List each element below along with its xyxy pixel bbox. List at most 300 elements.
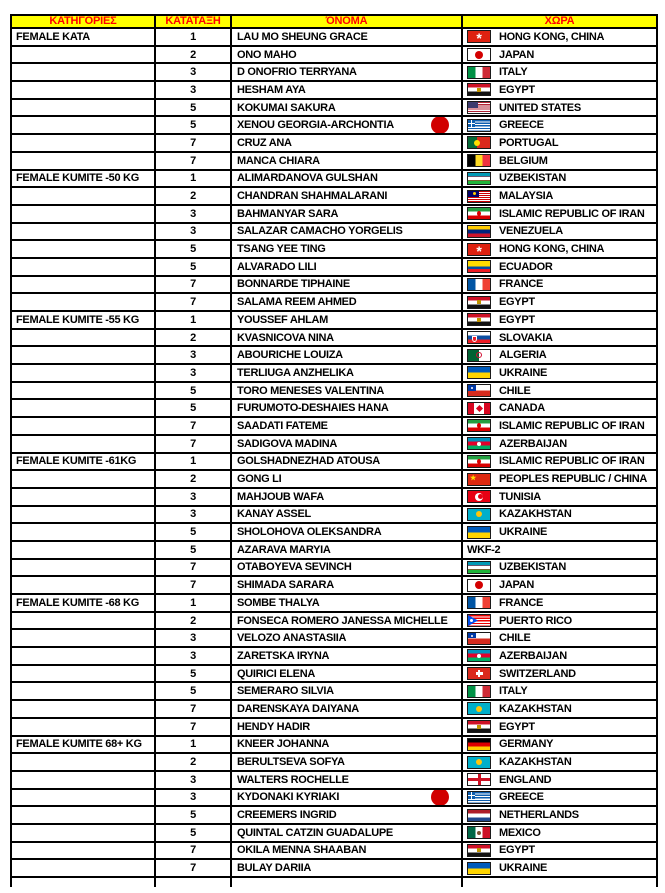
name-cell	[231, 417, 462, 435]
name-cell	[231, 594, 462, 612]
red-dot-marker	[431, 116, 449, 134]
jpn-flag-icon	[467, 579, 491, 592]
category-cell: FEMALE KUMITE -55 KG	[11, 311, 155, 329]
name-cell	[231, 736, 462, 754]
rank-cell: 7	[155, 842, 231, 860]
country-cell	[462, 682, 657, 700]
table-row	[11, 559, 657, 577]
name-cell	[231, 506, 462, 524]
table-row	[11, 718, 657, 736]
country-cell	[462, 647, 657, 665]
country-cell	[462, 859, 657, 877]
table-row	[11, 594, 657, 612]
name-cell	[231, 205, 462, 223]
athlete-name: GONG LI	[237, 473, 282, 486]
category-cell	[11, 470, 155, 488]
athlete-name: SALAMA REEM AHMED	[237, 296, 357, 309]
country-cell	[462, 399, 657, 417]
table-row	[11, 240, 657, 258]
country-name: ALGERIA	[499, 349, 547, 362]
header-row	[11, 15, 657, 28]
country-cell	[462, 99, 657, 117]
rank-cell: 2	[155, 470, 231, 488]
category-cell	[11, 258, 155, 276]
ven-flag-icon	[467, 225, 491, 238]
table-row	[11, 258, 657, 276]
table-row	[11, 329, 657, 347]
rank-cell: 3	[155, 63, 231, 81]
name-cell	[231, 116, 462, 134]
category-cell	[11, 382, 155, 400]
table-row	[11, 399, 657, 417]
ger-flag-icon	[467, 738, 491, 751]
table-row	[11, 453, 657, 471]
uzb-flag-icon	[467, 561, 491, 574]
table-row	[11, 665, 657, 683]
name-cell	[231, 46, 462, 64]
country-name: EGYPT	[499, 844, 535, 857]
athlete-name: ALVARADO LILI	[237, 260, 317, 273]
country-cell	[462, 28, 657, 46]
athlete-name: GOLSHADNEZHAD ATOUSA	[237, 455, 380, 468]
name-cell	[231, 488, 462, 506]
country-cell	[462, 453, 657, 471]
rank-cell: 3	[155, 629, 231, 647]
athlete-name: OTABOYEVA SEVINCH	[237, 561, 352, 574]
rank-cell: 3	[155, 771, 231, 789]
fra-flag-icon	[467, 278, 491, 291]
table-row	[11, 541, 657, 559]
egy-flag-icon	[467, 313, 491, 326]
rank-cell: 5	[155, 240, 231, 258]
name-cell	[231, 311, 462, 329]
country-name: UKRAINE	[499, 862, 548, 875]
ukr-flag-icon	[467, 526, 491, 539]
rank-cell: 7	[155, 700, 231, 718]
country-name: WKF-2	[467, 543, 501, 556]
rank-cell: 5	[155, 682, 231, 700]
country-cell	[462, 789, 657, 807]
usa-flag-icon	[467, 101, 491, 114]
athlete-name: AZARAVA MARYIA	[237, 543, 331, 556]
rank-cell: 7	[155, 417, 231, 435]
ita-flag-icon	[467, 685, 491, 698]
rank-cell: 3	[155, 223, 231, 241]
country-cell	[462, 417, 657, 435]
rank-cell: 5	[155, 99, 231, 117]
country-cell	[462, 382, 657, 400]
results-table	[10, 14, 658, 887]
category-cell	[11, 523, 155, 541]
country-name: CANADA	[499, 402, 545, 415]
athlete-name: SHOLOHOVA OLEKSANDRA	[237, 526, 382, 539]
athlete-name: FONSECA ROMERO JANESSA MICHELLE	[237, 614, 448, 627]
athlete-name: QUINTAL CATZIN GUADALUPE	[237, 826, 393, 839]
category-cell	[11, 46, 155, 64]
athlete-name: CHANDRAN SHAHMALARANI	[237, 190, 388, 203]
rank-cell: 5	[155, 523, 231, 541]
table-row	[11, 276, 657, 294]
country-cell	[462, 842, 657, 860]
country-cell	[462, 576, 657, 594]
country-cell	[462, 806, 657, 824]
country-name: GREECE	[499, 119, 544, 132]
name-cell	[231, 789, 462, 807]
name-cell	[231, 629, 462, 647]
country-name: PUERTO RICO	[499, 614, 572, 627]
table-row	[11, 63, 657, 81]
country-name: NETHERLANDS	[499, 809, 579, 822]
chl-flag-icon	[467, 384, 491, 397]
category-cell	[11, 364, 155, 382]
category-cell	[11, 417, 155, 435]
gre-flag-icon	[467, 791, 491, 804]
country-name: FRANCE	[499, 596, 544, 609]
name-cell	[231, 771, 462, 789]
table-row	[11, 736, 657, 754]
country-name: ENGLAND	[499, 773, 552, 786]
category-cell: FEMALE KUMITE -68 KG	[11, 594, 155, 612]
athlete-name: ABOURICHE LOUIZA	[237, 349, 343, 362]
rank-cell: 7	[155, 293, 231, 311]
category-cell	[11, 81, 155, 99]
bel-flag-icon	[467, 154, 491, 167]
sui-flag-icon	[467, 667, 491, 680]
column-header-rank: ΚΑΤΑΤΑΞΗ	[155, 15, 231, 28]
rank-cell: 7	[155, 152, 231, 170]
table-row	[11, 488, 657, 506]
name-cell	[231, 647, 462, 665]
category-cell: FEMALE KUMITE -50 KG	[11, 170, 155, 188]
table-row	[11, 134, 657, 152]
category-cell	[11, 718, 155, 736]
country-name: BELGIUM	[499, 154, 548, 167]
category-cell	[11, 329, 155, 347]
country-name: ISLAMIC REPUBLIC OF IRAN	[499, 419, 645, 432]
athlete-name: KNEER JOHANNA	[237, 738, 330, 751]
athlete-name: TSANG YEE TING	[237, 243, 326, 256]
kaz-flag-icon	[467, 756, 491, 769]
country-cell	[462, 736, 657, 754]
name-cell	[231, 541, 462, 559]
table-row	[11, 187, 657, 205]
name-cell	[231, 187, 462, 205]
country-cell	[462, 435, 657, 453]
country-cell	[462, 541, 657, 559]
category-cell	[11, 152, 155, 170]
table-row	[11, 346, 657, 364]
country-name: UZBEKISTAN	[499, 561, 567, 574]
athlete-name: FURUMOTO-DESHAIES HANA	[237, 402, 389, 415]
athlete-name: KYDONAKI KYRIAKI	[237, 791, 340, 804]
country-cell	[462, 240, 657, 258]
athlete-name: SHIMADA SARARA	[237, 579, 334, 592]
category-cell	[11, 276, 155, 294]
rank-cell: 1	[155, 453, 231, 471]
category-cell	[11, 506, 155, 524]
country-name: UKRAINE	[499, 526, 548, 539]
chl-flag-icon	[467, 632, 491, 645]
name-cell	[231, 718, 462, 736]
name-cell	[231, 842, 462, 860]
country-name: FRANCE	[499, 278, 544, 291]
country-name: AZERBAIJAN	[499, 649, 567, 662]
name-cell	[231, 134, 462, 152]
name-cell	[231, 399, 462, 417]
athlete-name: HESHAM AYA	[237, 83, 306, 96]
athlete-name: XENOU GEORGIA-ARCHONTIA	[237, 119, 394, 132]
table-row	[11, 81, 657, 99]
ita-flag-icon	[467, 66, 491, 79]
table-row	[11, 824, 657, 842]
pri-flag-icon	[467, 614, 491, 627]
rank-cell: 3	[155, 364, 231, 382]
rank-cell: 5	[155, 665, 231, 683]
name-cell	[231, 453, 462, 471]
uzb-flag-icon	[467, 172, 491, 185]
country-name: SLOVAKIA	[499, 331, 553, 344]
name-cell	[231, 329, 462, 347]
country-name: EGYPT	[499, 720, 535, 733]
table-row	[11, 523, 657, 541]
name-cell	[231, 665, 462, 683]
rank-cell: 7	[155, 576, 231, 594]
category-cell	[11, 205, 155, 223]
rank-cell: 2	[155, 329, 231, 347]
country-cell	[462, 293, 657, 311]
rank-cell: 1	[155, 594, 231, 612]
category-cell	[11, 824, 155, 842]
category-cell	[11, 240, 155, 258]
table-row	[11, 859, 657, 877]
athlete-name: VELOZO ANASTASIIA	[237, 632, 347, 645]
ukr-flag-icon	[467, 366, 491, 379]
athlete-name: WALTERS ROCHELLE	[237, 773, 349, 786]
category-cell	[11, 647, 155, 665]
rank-cell: 3	[155, 488, 231, 506]
country-cell	[462, 63, 657, 81]
athlete-name: TORO MENESES VALENTINA	[237, 384, 385, 397]
table-row	[11, 682, 657, 700]
rank-cell: 5	[155, 806, 231, 824]
por-flag-icon	[467, 136, 491, 149]
column-header-country: ΧΩΡΑ	[462, 15, 657, 28]
category-cell	[11, 700, 155, 718]
name-cell	[231, 806, 462, 824]
country-cell	[462, 612, 657, 630]
table-row	[11, 46, 657, 64]
rank-cell: 1	[155, 170, 231, 188]
rank-cell: 5	[155, 116, 231, 134]
category-cell	[11, 859, 155, 877]
category-cell	[11, 63, 155, 81]
country-name: CHILE	[499, 384, 531, 397]
rank-cell: 3	[155, 205, 231, 223]
athlete-name: SEMERARO SILVIA	[237, 685, 334, 698]
rank-cell: 7	[155, 134, 231, 152]
category-cell	[11, 753, 155, 771]
category-cell	[11, 629, 155, 647]
rank-cell: 2	[155, 187, 231, 205]
country-name: CHILE	[499, 632, 531, 645]
name-cell	[231, 700, 462, 718]
country-cell	[462, 205, 657, 223]
rank-cell: 7	[155, 559, 231, 577]
country-cell	[462, 170, 657, 188]
country-name: EGYPT	[499, 83, 535, 96]
country-name: ISLAMIC REPUBLIC OF IRAN	[499, 455, 645, 468]
name-cell	[231, 240, 462, 258]
table-row	[11, 223, 657, 241]
rank-cell: 2	[155, 753, 231, 771]
name-cell	[231, 346, 462, 364]
country-cell	[462, 152, 657, 170]
jpn-flag-icon	[467, 48, 491, 61]
name-cell	[231, 81, 462, 99]
red-dot-marker	[431, 789, 449, 807]
rank-cell: 7	[155, 276, 231, 294]
rank-cell: 3	[155, 789, 231, 807]
country-name: PORTUGAL	[499, 136, 559, 149]
country-cell	[462, 134, 657, 152]
country-name: EGYPT	[499, 296, 535, 309]
table-row	[11, 152, 657, 170]
name-cell	[231, 559, 462, 577]
country-name: JAPAN	[499, 579, 534, 592]
athlete-name: CRUZ ANA	[237, 136, 292, 149]
country-cell	[462, 223, 657, 241]
ecu-flag-icon	[467, 260, 491, 273]
rank-cell: 7	[155, 859, 231, 877]
category-cell	[11, 488, 155, 506]
aze-flag-icon	[467, 437, 491, 450]
country-name: MALAYSIA	[499, 190, 554, 203]
table-row	[11, 806, 657, 824]
name-cell	[231, 523, 462, 541]
country-name: KAZAKHSTAN	[499, 508, 572, 521]
country-cell	[462, 718, 657, 736]
country-name: PEOPLES REPUBLIC / CHINA	[499, 473, 648, 486]
rank-cell: 2	[155, 46, 231, 64]
country-cell	[462, 346, 657, 364]
table-row	[11, 700, 657, 718]
category-cell	[11, 293, 155, 311]
athlete-name: CREEMERS INGRID	[237, 809, 337, 822]
country-name: HONG KONG, CHINA	[499, 30, 605, 43]
country-cell	[462, 187, 657, 205]
athlete-name: KOKUMAI SAKURA	[237, 101, 336, 114]
country-cell	[462, 488, 657, 506]
country-name: KAZAKHSTAN	[499, 702, 572, 715]
category-cell	[11, 116, 155, 134]
category-cell: FEMALE KUMITE -61KG	[11, 453, 155, 471]
rank-cell: 7	[155, 435, 231, 453]
rank-cell: 1	[155, 311, 231, 329]
ned-flag-icon	[467, 809, 491, 822]
athlete-name: SADIGOVA MADINA	[237, 437, 338, 450]
table-row	[11, 205, 657, 223]
table-row	[11, 629, 657, 647]
country-cell	[462, 753, 657, 771]
rank-cell: 1	[155, 28, 231, 46]
country-cell	[462, 506, 657, 524]
country-cell	[462, 559, 657, 577]
country-name: UNITED STATES	[499, 101, 581, 114]
country-name: UZBEKISTAN	[499, 172, 567, 185]
table-row	[11, 417, 657, 435]
athlete-name: HENDY HADIR	[237, 720, 310, 733]
category-cell	[11, 682, 155, 700]
country-name: KAZAKHSTAN	[499, 756, 572, 769]
country-cell	[462, 258, 657, 276]
kaz-flag-icon	[467, 702, 491, 715]
athlete-name: YOUSSEF AHLAM	[237, 313, 329, 326]
ukr-flag-icon	[467, 862, 491, 875]
category-cell	[11, 806, 155, 824]
category-cell	[11, 134, 155, 152]
name-cell	[231, 364, 462, 382]
country-cell	[462, 311, 657, 329]
category-cell	[11, 99, 155, 117]
country-name: MEXICO	[499, 826, 541, 839]
hkg-flag-icon	[467, 30, 491, 43]
country-name: VENEZUELA	[499, 225, 563, 238]
irn-flag-icon	[467, 455, 491, 468]
table-row	[11, 364, 657, 382]
rank-cell: 7	[155, 718, 231, 736]
athlete-name: D ONOFRIO TERRYANA	[237, 66, 357, 79]
table-row	[11, 116, 657, 134]
table-row	[11, 771, 657, 789]
table-row	[11, 576, 657, 594]
athlete-name: SAADATI FATEME	[237, 419, 328, 432]
egy-flag-icon	[467, 720, 491, 733]
table-row	[11, 612, 657, 630]
rank-cell: 5	[155, 541, 231, 559]
name-cell	[231, 859, 462, 877]
rank-cell: 1	[155, 736, 231, 754]
egy-flag-icon	[467, 83, 491, 96]
category-cell	[11, 346, 155, 364]
country-name: ISLAMIC REPUBLIC OF IRAN	[499, 207, 645, 220]
mex-flag-icon	[467, 826, 491, 839]
name-cell	[231, 28, 462, 46]
table-row	[11, 647, 657, 665]
country-name: ECUADOR	[499, 260, 553, 273]
category-cell	[11, 612, 155, 630]
country-name: GERMANY	[499, 738, 554, 751]
athlete-name: BAHMANYAR SARA	[237, 207, 339, 220]
country-cell	[462, 594, 657, 612]
athlete-name: ALIMARDANOVA GULSHAN	[237, 172, 378, 185]
name-cell	[231, 99, 462, 117]
category-cell	[11, 842, 155, 860]
table-row	[11, 753, 657, 771]
name-cell	[231, 612, 462, 630]
country-cell	[462, 771, 657, 789]
country-cell	[462, 700, 657, 718]
country-cell	[462, 665, 657, 683]
name-cell	[231, 276, 462, 294]
rank-cell: 5	[155, 399, 231, 417]
country-cell	[462, 824, 657, 842]
category-cell	[11, 223, 155, 241]
athlete-name: KANAY ASSEL	[237, 508, 311, 521]
category-cell	[11, 789, 155, 807]
irn-flag-icon	[467, 207, 491, 220]
name-cell	[231, 824, 462, 842]
athlete-name: TERLIUGA ANZHELIKA	[237, 366, 354, 379]
